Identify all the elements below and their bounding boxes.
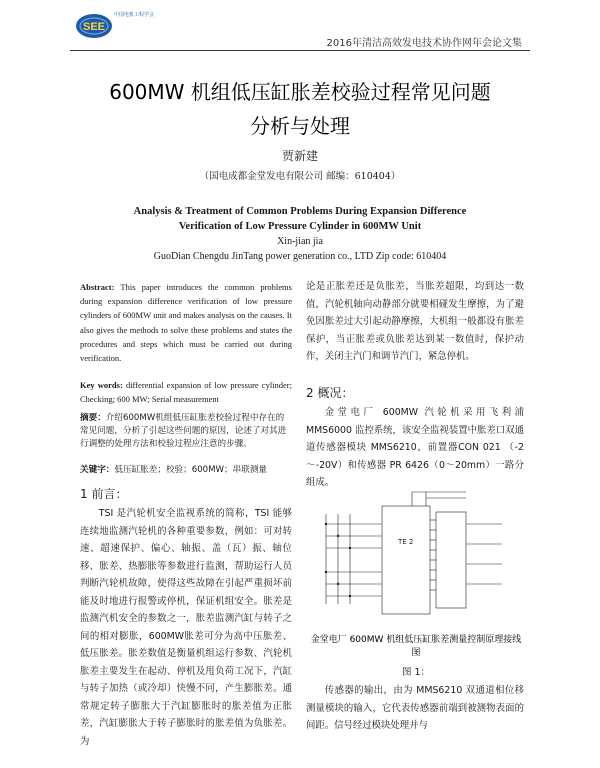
society-logo: [72, 8, 155, 42]
affiliation-cn: （国电成都金堂发电有限公司 邮编：610404）: [199, 171, 401, 182]
abstract-cn-label: 摘要：: [80, 413, 106, 423]
paper-title-line2: 分析与处理: [250, 114, 350, 138]
affiliation-en: GuoDian Chengdu JinTang power generation co., LTD Zip code: 610404: [153, 251, 447, 262]
header-rule: [70, 50, 530, 51]
diagram-module-box: [382, 506, 430, 614]
keywords-cn-label: 关键字：: [80, 465, 115, 475]
intro-continued: 论是正胀差还是负胀差，当胀差超限，均到达一数值，汽轮机轴向动静部分就要相碰发生摩擦，为了避免因胀差过大引起动静摩擦，大机组一般都设有胀差保护，当正胀差或负胀差达到某一数值时，保护动作，关闭主汽门和调节汽门，紧急停机。: [306, 281, 524, 362]
abstract-en-text: This paper introduces the common problems during expansion difference verification of low pressure cylinders of 600MW unit and makes analysis on the causes. It also gives the methods to solve these problems and states the procedures and steps which must be carried out during verification.: [80, 282, 292, 364]
author-cn: 贾新建: [281, 149, 318, 163]
section2-body: 金堂电厂 600MW 汽轮机采用飞利浦MMS6000 监控系统，该安全监视装置中胀差口双通道传感器模块 MMS6210，前置器CON 021 （-2～-20V）和传感器 PR 6426（0～20mm）一路分组成。: [306, 407, 524, 488]
keywords-en: [80, 378, 292, 406]
abstract-cn: [80, 412, 292, 451]
figure-number: 图 1：: [401, 667, 431, 678]
section2-continued: 传感器的输出，由为 MMS6210 双通道相位移测量模块的输入，它代表传感器前端到被测物表面的间距。信号经过模块处理并与: [306, 685, 524, 731]
logo-subtitle: 中国电机工程学会: [114, 12, 155, 18]
section2-heading: 2 概况：: [306, 386, 354, 400]
te-label: TE 2: [398, 538, 414, 546]
section1-body: TSI 是汽轮机安全监视系统的简称，TSI 能够连续地监测汽轮机的各种重要参数，例如：可对转速、超速保护、偏心、轴振、盖（瓦）振、轴位移、胀差、热膨胀等参数进行监测，帮助运行人员判断汽轮机故障，使得这些故障在引起严重损坏前能及时地进行报警或停机，保证机组安全。胀差是监测汽机安全的参数之一，胀差监测汽缸与转子之间的相对膨胀，600MW胀差可分为高中压胀差、低压胀差。胀差数值是衡量机组运行参数、汽轮机胀差主要发生在起动、停机及甩负荷工况下，汽缸与转子加热（或冷却）快慢不同，产生膨胀差。通常规定转子膨胀大于汽缸膨胀时的胀差值为正胀差，汽缸膨胀大于转子膨胀时的胀差值为负胀差。为: [80, 508, 292, 747]
proceedings-title: 2016年清洁高效发电技术协作网年会论文集: [326, 38, 522, 49]
figure-caption: 金堂电厂 600MW 机组低压缸胀差测量控制原理接线图: [310, 635, 522, 658]
keywords-cn-text: 低压缸胀差；校验；600MW；串联测量: [114, 465, 268, 475]
paper-title-line1: 600MW 机组低压缸胀差校验过程常见问题: [109, 80, 491, 104]
english-title-line1: Analysis & Treatment of Common Problems During Expansion Difference: [133, 206, 467, 217]
section1-heading: 1 前言：: [80, 487, 128, 501]
abstract-en-label: Abstract:: [80, 282, 115, 292]
keywords-en-text: differential expansion of low pressure cylinder; Checking; 600 MW; Serial measurement: [80, 380, 293, 405]
diagram-terminal-box: [436, 512, 466, 608]
abstract-en: [80, 280, 292, 365]
keywords-en-label: Key words:: [80, 380, 123, 390]
wiring-diagram: [316, 484, 514, 628]
abstract-cn-text: 介绍600MW机组低压缸胀差校验过程中存在的常见问题，分析了引起这些问题的原因，论述了对其进行调整的处理方法和校验过程应注意的步骤。: [80, 413, 287, 449]
logo-text: SEE: [82, 21, 106, 33]
english-title-line2: Verification of Low Pressure Cylinder in 600MW Unit: [178, 221, 422, 232]
keywords-cn: [80, 464, 292, 477]
author-en: Xin-jian jia: [277, 236, 323, 247]
